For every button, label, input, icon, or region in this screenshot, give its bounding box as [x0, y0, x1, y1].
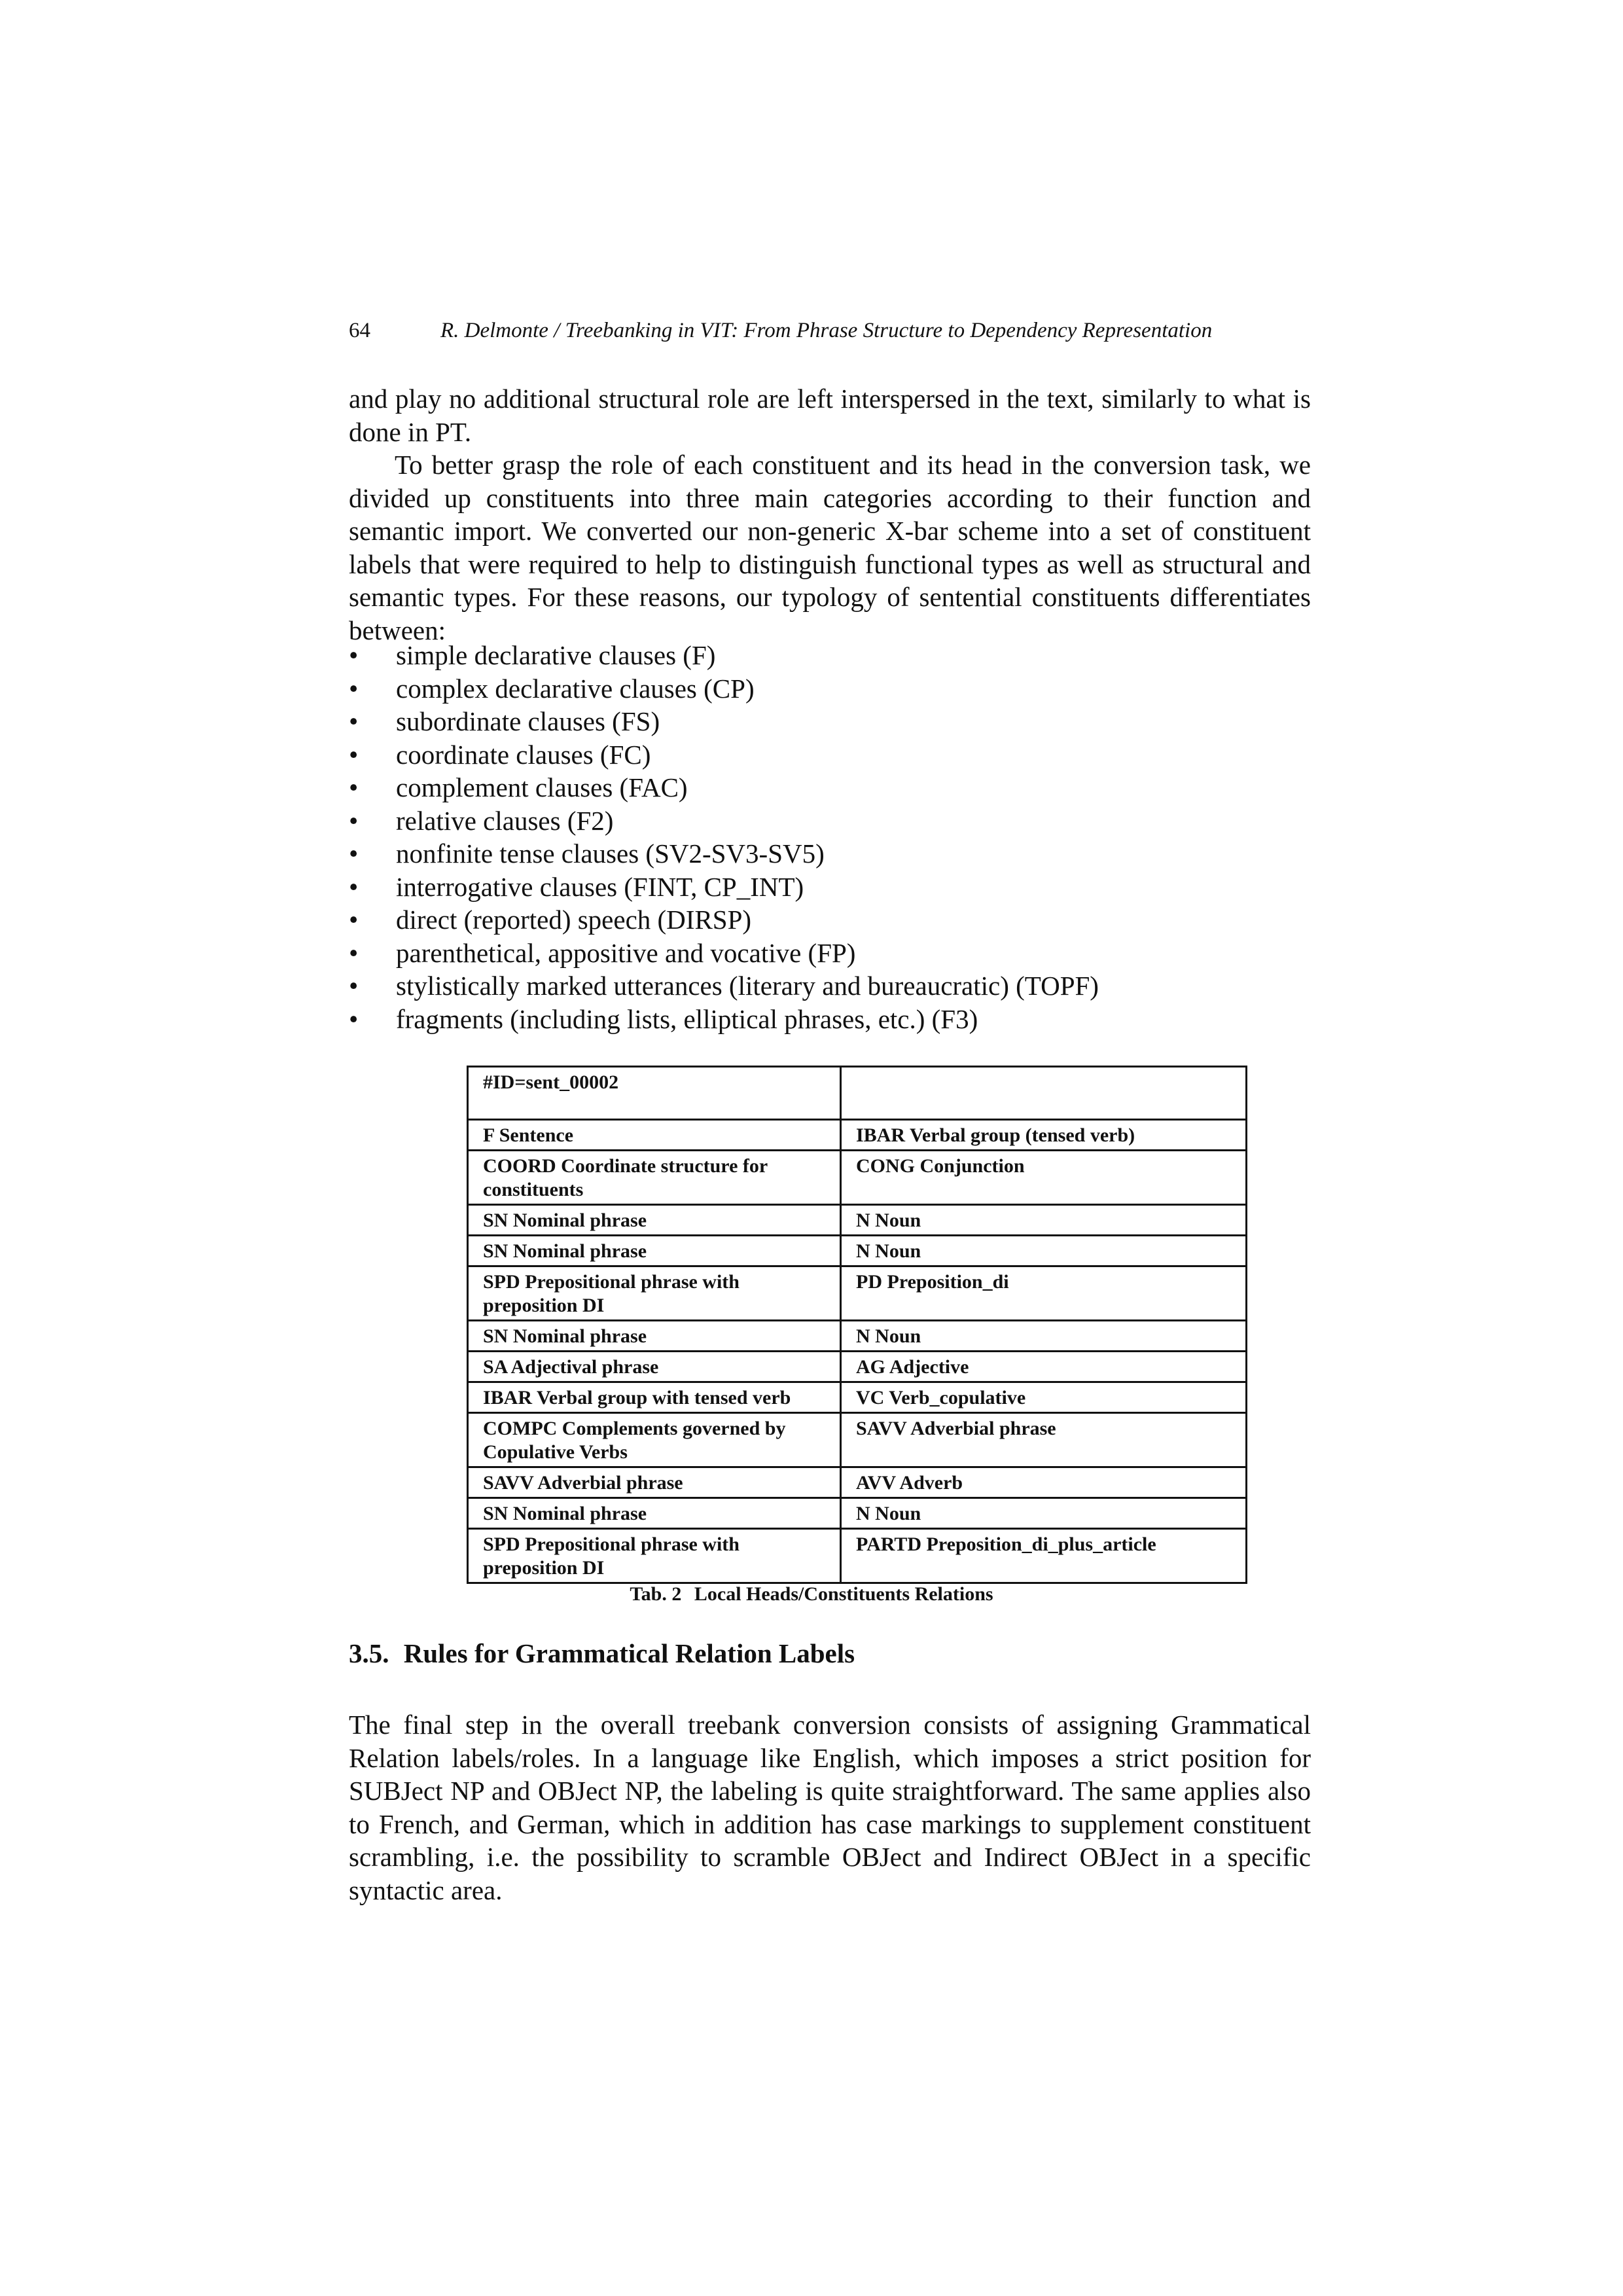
- section-title: Rules for Grammatical Relation Labels: [403, 1638, 855, 1668]
- head-cell: N Noun: [841, 1321, 1247, 1352]
- bullet-item: [349, 804, 1311, 838]
- paragraph-continuation: and play no additional structural role are left interspersed in the text, similarly to what is done in PT.: [349, 384, 1311, 447]
- table-id-cell: #ID=sent_00002: [468, 1067, 841, 1120]
- table-row: [468, 1529, 1247, 1583]
- bullet-text: fragments (including lists, elliptical phrases, etc.) (F3): [396, 1003, 978, 1034]
- bullet-item: [349, 771, 1311, 804]
- table-row: [468, 1120, 1247, 1151]
- running-title: R. Delmonte / Treebanking in VIT: From Phrase Structure to Dependency Representation: [440, 319, 1213, 342]
- head-cell: N Noun: [841, 1205, 1247, 1236]
- bullet-text: parenthetical, appositive and vocative (FP): [396, 937, 856, 968]
- bullet-icon: •: [349, 871, 359, 902]
- table-row: [468, 1236, 1247, 1266]
- table-row: [468, 1151, 1247, 1205]
- section-number: 3.5.: [349, 1638, 389, 1668]
- bullet-icon: •: [349, 673, 359, 704]
- constituent-cell: SAVV Adverbial phrase: [468, 1467, 841, 1498]
- bullet-text: stylistically marked utterances (literary and bureaucratic) (TOPF): [396, 971, 1099, 1001]
- constituent-cell: SN Nominal phrase: [468, 1498, 841, 1529]
- table-row: [468, 1413, 1247, 1467]
- bullet-text: subordinate clauses (FS): [396, 706, 660, 736]
- head-cell: N Noun: [841, 1498, 1247, 1529]
- head-cell: AVV Adverb: [841, 1467, 1247, 1498]
- bullet-icon: •: [349, 971, 359, 1001]
- bullet-icon: •: [349, 706, 359, 736]
- constituent-type-list: [349, 639, 1311, 1035]
- bullet-item: [349, 870, 1311, 904]
- head-cell: SAVV Adverbial phrase: [841, 1413, 1247, 1467]
- bullet-icon: •: [349, 805, 359, 836]
- relations-table-wrapper: [467, 1066, 1245, 1584]
- table-id-row: [468, 1067, 1247, 1120]
- constituent-cell: SPD Prepositional phrase with preposition DI: [468, 1266, 841, 1321]
- bullet-icon: •: [349, 640, 359, 670]
- bullet-text: interrogative clauses (FINT, CP_INT): [396, 871, 804, 902]
- constituent-cell: SPD Prepositional phrase with preposition DI: [468, 1529, 841, 1583]
- head-cell: VC Verb_copulative: [841, 1382, 1247, 1413]
- section-paragraph: The final step in the overall treebank conversion consists of assigning Grammatical Relation labels/roles. In a language like English, which imposes a strict position for SUBJect NP and OBJect NP, the labeling is quite straightforward. The same applies also to French, and German, which in addition has case markings to supplement constituent scrambling, i.e. the possibility to scramble OBJect and Indirect OBJect in a specific syntactic area.: [349, 1710, 1311, 1905]
- head-cell: PD Preposition_di: [841, 1266, 1247, 1321]
- table-row: [468, 1352, 1247, 1382]
- bullet-item: [349, 1003, 1311, 1036]
- constituent-cell: COORD Coordinate structure for constituents: [468, 1151, 841, 1205]
- bullet-text: complex declarative clauses (CP): [396, 673, 755, 704]
- constituent-cell: SN Nominal phrase: [468, 1205, 841, 1236]
- head-cell: N Noun: [841, 1236, 1247, 1266]
- bullet-item: [349, 969, 1311, 1003]
- bullet-item: [349, 639, 1311, 672]
- constituent-cell: IBAR Verbal group with tensed verb: [468, 1382, 841, 1413]
- bullet-item: [349, 837, 1311, 870]
- constituent-cell: F Sentence: [468, 1120, 841, 1151]
- bullet-text: coordinate clauses (FC): [396, 739, 651, 770]
- constituent-cell: COMPC Complements governed by Copulative Verbs: [468, 1413, 841, 1467]
- bullet-icon: •: [349, 937, 359, 968]
- bullet-item: [349, 937, 1311, 970]
- constituent-cell: SA Adjectival phrase: [468, 1352, 841, 1382]
- bullet-item: [349, 672, 1311, 706]
- table-caption-text: Local Heads/Constituents Relations: [694, 1583, 993, 1605]
- constituent-cell: SN Nominal phrase: [468, 1236, 841, 1266]
- section-heading: [349, 1636, 855, 1670]
- bullet-icon: •: [349, 905, 359, 935]
- head-cell: PARTD Preposition_di_plus_article: [841, 1529, 1247, 1583]
- relations-table: [467, 1066, 1247, 1584]
- bullet-icon: •: [349, 772, 359, 802]
- bullet-item: [349, 705, 1311, 738]
- bullet-icon: •: [349, 739, 359, 770]
- bullet-item: [349, 738, 1311, 772]
- table-caption: [0, 1583, 1623, 1606]
- constituent-cell: SN Nominal phrase: [468, 1321, 841, 1352]
- table-row: [468, 1205, 1247, 1236]
- bullet-text: nonfinite tense clauses (SV2-SV3-SV5): [396, 838, 825, 869]
- table-empty-cell: [841, 1067, 1247, 1120]
- bullet-text: complement clauses (FAC): [396, 772, 688, 802]
- table-row: [468, 1467, 1247, 1498]
- bullet-text: direct (reported) speech (DIRSP): [396, 905, 752, 935]
- bullet-icon: •: [349, 838, 359, 869]
- paragraph-typology: To better grasp the role of each constituent and its head in the conversion task, we divided up constituents into three main categories according to their function and semantic import. We converted our non-generic X-bar scheme into a set of constituent labels that were required to help to distinguish functional types as well as structural and semantic types. For these reasons, our typology of sentential constituents differentiates between:: [349, 450, 1311, 645]
- bullet-item: [349, 903, 1311, 937]
- bullet-text: relative clauses (F2): [396, 805, 614, 836]
- head-cell: IBAR Verbal group (tensed verb): [841, 1120, 1247, 1151]
- table-row: [468, 1266, 1247, 1321]
- section-text: [349, 1708, 1311, 1907]
- head-cell: AG Adjective: [841, 1352, 1247, 1382]
- page-number: 64: [349, 319, 370, 342]
- table-row: [468, 1382, 1247, 1413]
- head-cell: CONG Conjunction: [841, 1151, 1247, 1205]
- table-caption-label: Tab. 2: [630, 1583, 682, 1605]
- bullet-icon: •: [349, 1003, 359, 1034]
- bullet-text: simple declarative clauses (F): [396, 640, 716, 670]
- table-row: [468, 1321, 1247, 1352]
- table-row: [468, 1498, 1247, 1529]
- intro-text: [349, 382, 1311, 647]
